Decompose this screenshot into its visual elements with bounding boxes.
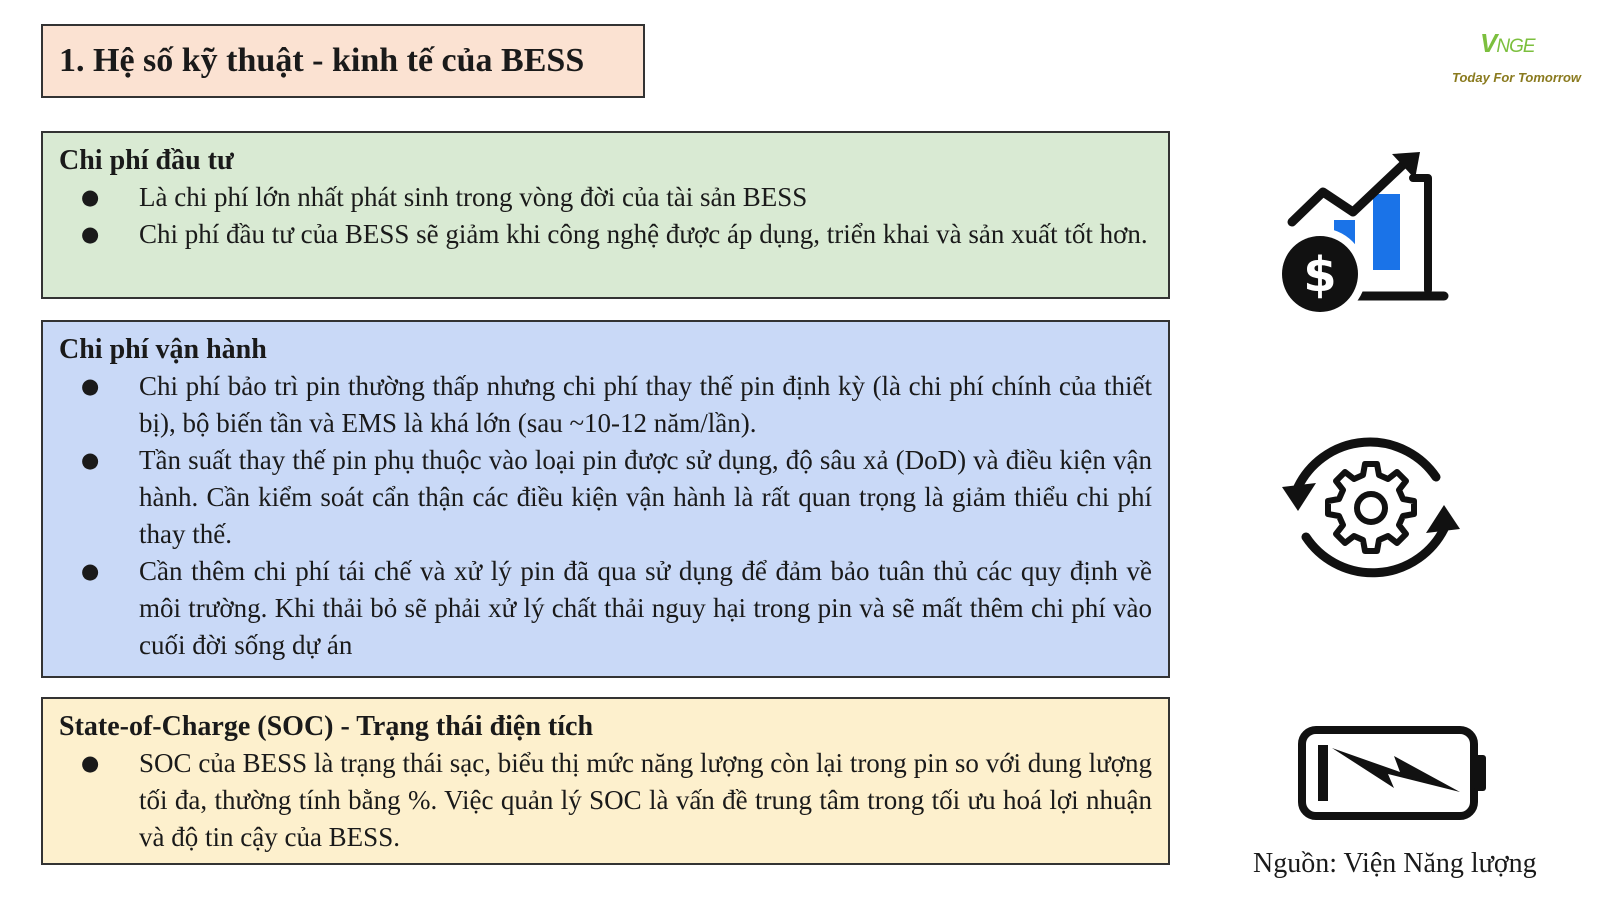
list-item: ● Cần thêm chi phí tái chế và xử lý pin đã qua sử dụng để đảm bảo tuân thủ các quy định về môi trường. Khi thải bỏ sẽ phải xử lý chất thải nguy hại trong pin và sẽ mất thêm chi phí vào cuối đời sống dự án — [59, 553, 1152, 664]
battery-charge-icon — [1296, 722, 1496, 822]
investment-cost-heading: Chi phí đầu tư — [59, 145, 234, 176]
svg-text:$: $ — [1303, 247, 1337, 303]
operating-cost-heading: Chi phí vận hành — [59, 334, 267, 365]
investment-cost-panel — [41, 131, 1170, 299]
operating-cost-list — [59, 368, 1152, 664]
list-item: ● Chi phí đầu tư của BESS sẽ giảm khi công nghệ được áp dụng, triển khai và sản xuất tốt hơn. — [59, 216, 1152, 253]
gear-cycle-icon — [1276, 425, 1466, 595]
soc-panel — [41, 697, 1170, 865]
list-item: ● Tần suất thay thế pin phụ thuộc vào loại pin được sử dụng, độ sâu xả (DoD) và điều kiện vận hành. Cần kiểm soát cẩn thận các điều kiện vận hành là rất quan trọng là giảm thiểu chi phí thay thế. — [59, 442, 1152, 553]
logo-mark-big: V — [1480, 28, 1497, 58]
list-item: ● SOC của BESS là trạng thái sạc, biểu thị mức năng lượng còn lại trong pin so với dung lượng tối đa, thường tính bằng %. Việc quản lý SOC là vấn đề trung tâm trong tối ưu hoá lợi nhuận và độ tin cậy của BESS. — [59, 745, 1152, 856]
page-title: 1. Hệ số kỹ thuật - kinh tế của BESS — [41, 24, 645, 98]
operating-cost-panel — [41, 320, 1170, 678]
source-note: Nguồn: Viện Năng lượng — [1253, 848, 1537, 879]
vnge-logo — [1440, 18, 1590, 98]
list-item: ● Là chi phí lớn nhất phát sinh trong vòng đời của tài sản BESS — [59, 179, 1152, 216]
investment-cost-list — [59, 179, 1152, 253]
soc-list — [59, 745, 1152, 856]
investment-chart-icon — [1278, 152, 1458, 324]
list-item: ● Chi phí bảo trì pin thường thấp nhưng chi phí thay thế pin định kỳ (là chi phí chính của thiết bị), bộ biến tần và EMS là khá lớn (sau ~10-12 năm/lần). — [59, 368, 1152, 442]
logo-mark-rest: NGE — [1496, 36, 1535, 57]
soc-heading: State-of-Charge (SOC) - Trạng thái điện tích — [59, 711, 594, 742]
logo-tagline: Today For Tomorrow — [1452, 70, 1582, 85]
logo-mark — [1480, 28, 1535, 59]
